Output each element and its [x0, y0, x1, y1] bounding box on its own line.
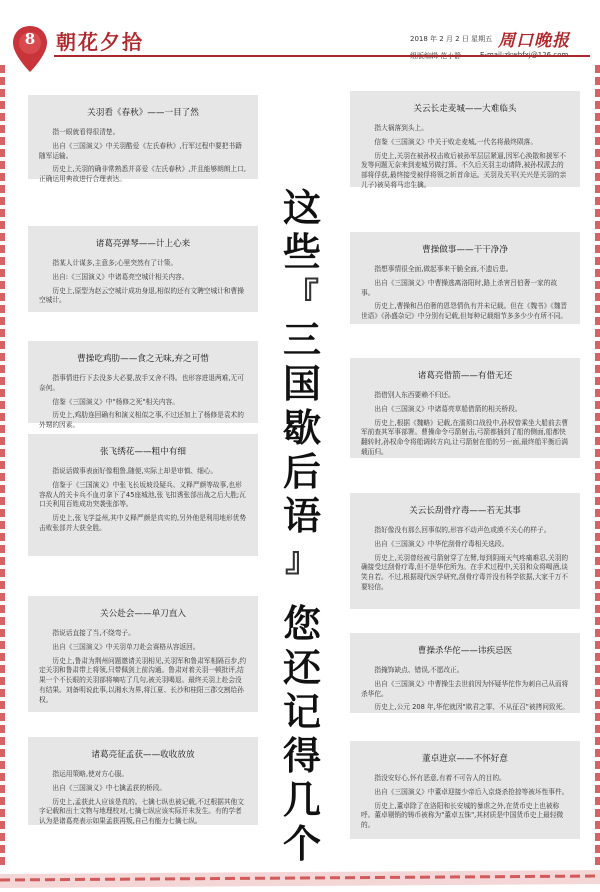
card-paragraph: 指没安好心,怀有恶意,有着不可告人的目的。: [374, 774, 506, 782]
idiom-card: [350, 232, 580, 324]
headline-char: 您: [282, 601, 321, 646]
card-paragraph: 出自《三国演义》中关羽酷爱《左氏春秋》,行军过程中要把书籍随军运输。: [39, 141, 242, 160]
left-tape-border: [0, 65, 5, 865]
card-paragraph: 指大祸落到头上。: [374, 124, 428, 132]
page-header: [0, 0, 600, 70]
idiom-card: [350, 741, 580, 839]
headline-char: 几: [282, 777, 321, 822]
card-title: 关羽看《春秋》——一目了然: [87, 108, 199, 118]
card-title: 曹操吃鸡肋——食之无味,弃之可惜: [77, 354, 209, 364]
card-paragraph: 信鉴《三国演义》中"杨修之死"相关内容。: [52, 397, 179, 406]
map-pin-icon: [11, 24, 49, 74]
card-title: 关公赴会——单刀直入: [100, 609, 186, 619]
card-paragraph: 历史上,鲁肃为荆州问题邀请关羽相见,关羽军和鲁肃军相隔百步,约定关羽和鲁肃带上将领,只带佩剑上前沟通。鲁肃对着关羽一顿批评,结果一个不长眼的关羽部将嘀咕了几句,被关羽喝退。最终关羽上赴会没有结果。刘备明说此事,以湘水为界,将江夏、长沙和桂阳三郡交割给孙权。: [39, 656, 247, 704]
card-paragraph: 历史上,孟获此人应该是真的。七擒七纵也被记载,不过根据其他文字记载和出土文物与地理校对,七擒七纵应该实际并未发生。有的学者认为是诸葛亮表示如果孟获再叛,自己有能力七擒七纵。: [39, 797, 244, 826]
card-title: 诸葛亮弹琴——计上心来: [95, 239, 191, 249]
card-paragraph: 指运用策略,使对方心服。: [52, 770, 129, 778]
page-number: 8: [24, 30, 36, 48]
idiom-card: [28, 341, 258, 430]
idiom-card: [28, 226, 258, 312]
card-title: 诸葛亮征孟获——收收放放: [91, 750, 195, 760]
card-paragraph: 历史上,曹操和吕伯奢的恩怨情仇有并未记载。但在《魏书》《魏晋世语》《孙盛杂记》中分别有记载,但每种记载细节多多少少有所不同。: [361, 302, 568, 321]
idiom-card: [350, 633, 580, 713]
card-paragraph: 出自《三国演义》中关羽单刀赴会赛格从容返回。: [52, 642, 200, 651]
headline-char: 歇: [282, 405, 321, 450]
card-paragraph: 指说话做事表面好像粗鲁,随便,实际上却是审慎、细心。: [52, 467, 218, 475]
idiom-card: [350, 493, 580, 609]
headline-char: 『: [285, 276, 319, 316]
headline-char: 这: [282, 185, 321, 230]
headline-char: 后: [282, 449, 321, 494]
card-title: 董卓进京——不怀好意: [422, 754, 508, 764]
idiom-card: [28, 596, 258, 712]
idiom-card: [28, 434, 258, 556]
card-paragraph: 历史上,张飞学益州,其中义释严颜是真实的,另外他是利用地形优势击败张郃并大获全胜。: [39, 514, 247, 532]
card-paragraph: 历史上,原型为赵云空城计成功身退,相似的还有文聘空城计和曹操空城计。: [39, 286, 244, 305]
card-paragraph: 历史上,关羽在被孙权击败后被孙军层层紧逼,因军心涣散和援军不发等问题无奈来到麦城另做打算。不久后关羽主动请降,被孙权派去的部将俘获,最终接受被俘将领之斩首命运。关羽及关平(关兴是关羽的亲儿子)被吴将马忠生擒。: [361, 151, 567, 189]
headline-char: 国: [282, 361, 321, 406]
card-title: 关云长走麦城——大难临头: [413, 104, 517, 114]
headline-char: 些: [282, 229, 321, 274]
card-paragraph: 指说话直接了当,不绕弯子。: [52, 629, 135, 637]
headline-char: 』: [285, 540, 319, 580]
card-paragraph: 指一眼就看得很清楚。: [52, 128, 120, 136]
card-paragraph: 指掩饰缺点、错误,不愿改正。: [374, 666, 464, 674]
card-title: 曹操杀华佗——讳疾忌医: [417, 646, 513, 656]
card-paragraph: 出自《三国演义》中董卓迎接少帝后入京烧杀抢掠等被坏性事件。: [374, 787, 569, 796]
headline-char: 还: [282, 645, 321, 690]
card-paragraph: 指借别人东西要赖不归还。: [374, 391, 455, 399]
card-title: 诸葛亮借箭——有借无还: [417, 371, 513, 381]
header-rule: [54, 55, 590, 57]
card-paragraph: 出自《三国演义》中华佗刮骨疗毒相关选段。: [374, 539, 509, 548]
headline-char: 个: [282, 821, 321, 866]
card-title: 曹操做事——干干净净: [422, 245, 508, 255]
card-paragraph: 历史上,根据《魏略》记载,在濡须口战役中,孙权曾乘坐大船前去曹军前查其军事部署。曹操命令弓箭射击,弓箭都插到了船的侧面,船都快翻转时,孙权命令将船调转方向,让弓箭射在船的另一面,最终船平衡后满载而归。: [361, 418, 569, 456]
card-paragraph: 指事情进行下去没多大必要,放手又舍不得。也形容进退两难,无可奈何。: [39, 374, 244, 392]
card-paragraph: 历史上,鸡肋连回确有和演义相似之事,不过还加上了杨修是袁术的外甥的因素。: [39, 411, 244, 430]
card-title: 关云长刮骨疗毒——若无其事: [409, 506, 521, 516]
right-tape-border: [595, 65, 600, 865]
card-paragraph: 指某人计谋多,主意多;心里突然有了计策。: [52, 259, 178, 267]
card-paragraph: 出自《三国演义》中七擒孟获的桥段。: [52, 783, 167, 792]
card-paragraph: 信鉴《三国演义》中关于败走麦城,一代名将最终陨落。: [374, 137, 538, 146]
headline-char: 语: [282, 493, 321, 538]
card-paragraph: 历史上,董卓除了在洛阳和长安城的暴虐之外,在货币史上也被称呼。董卓剔销的铸币被称为"董卓五铢",其材质是中国货币史上最轻微的。: [361, 801, 564, 830]
headline-char: 记: [282, 689, 321, 734]
idiom-card: [350, 91, 580, 187]
card-paragraph: 信鉴于《三国演义》中张飞长坂坡设疑兵、义释严颜等故事,也形容敌人的关卡兵不血刃拿下了45座城池,张飞扣诱张郃出战之后大胜;瓦口关利用百姓成功突袭张郃等。: [39, 480, 246, 509]
idiom-card: [28, 95, 258, 184]
card-paragraph: 历史上,公元 208 年,华佗就因"欺君之罪、不从征召"被拷问致死。: [374, 703, 569, 712]
card-paragraph: 指好像没有那么回事似的,形容不动声色或漠不关心的样子。: [374, 526, 551, 534]
card-paragraph: 出自《三国演义》中曹操生去世前因为怀疑华佗作为刺自己从而将杀华佗。: [361, 679, 569, 698]
idiom-card: [350, 358, 580, 458]
headline-char: 三: [282, 317, 321, 362]
bottom-tape-decoration: [0, 860, 600, 892]
headline-char: 得: [282, 733, 321, 778]
section-title: 朝花夕拾: [56, 30, 144, 54]
card-paragraph: 指想事情很全面,做起事来干脆全面,不遗后患。: [374, 265, 513, 273]
newspaper-logo: 周口晚报: [498, 31, 570, 51]
card-paragraph: 出自:《三国演义》中诸葛亮空城计相关内容。: [52, 272, 189, 281]
idiom-card: [28, 737, 258, 825]
card-paragraph: 出自《三国演义》中诸葛亮草船借箭的相关桥段。: [374, 404, 522, 413]
card-paragraph: 出自《三国演义》中曹操逃离洛阳时,路上杀害吕伯奢一家的故事。: [361, 278, 558, 297]
card-paragraph: 历史上,关羽的确非常熟悉并喜爱《左氏春秋》,并且能够朗朗上口,正确运用典故进行合理表达。: [39, 165, 247, 184]
issue-date: 2018 年 2 月 2 日 星期五: [410, 35, 493, 43]
page-headline: [279, 186, 325, 866]
card-title: 张飞绣花——粗中有细: [100, 447, 186, 457]
card-paragraph: 历史上,关羽曾经被弓箭射穿了左臂,每到阴雨天气疼痛难忍,关羽的确接受过刮骨疗毒,但不是华佗所为。在手术过程中,关羽和众将喝酒,谈笑自若。不过,根据现代医学研究,刮骨疗毒并没有科学依据,大家千万不要轻信。: [361, 553, 569, 591]
